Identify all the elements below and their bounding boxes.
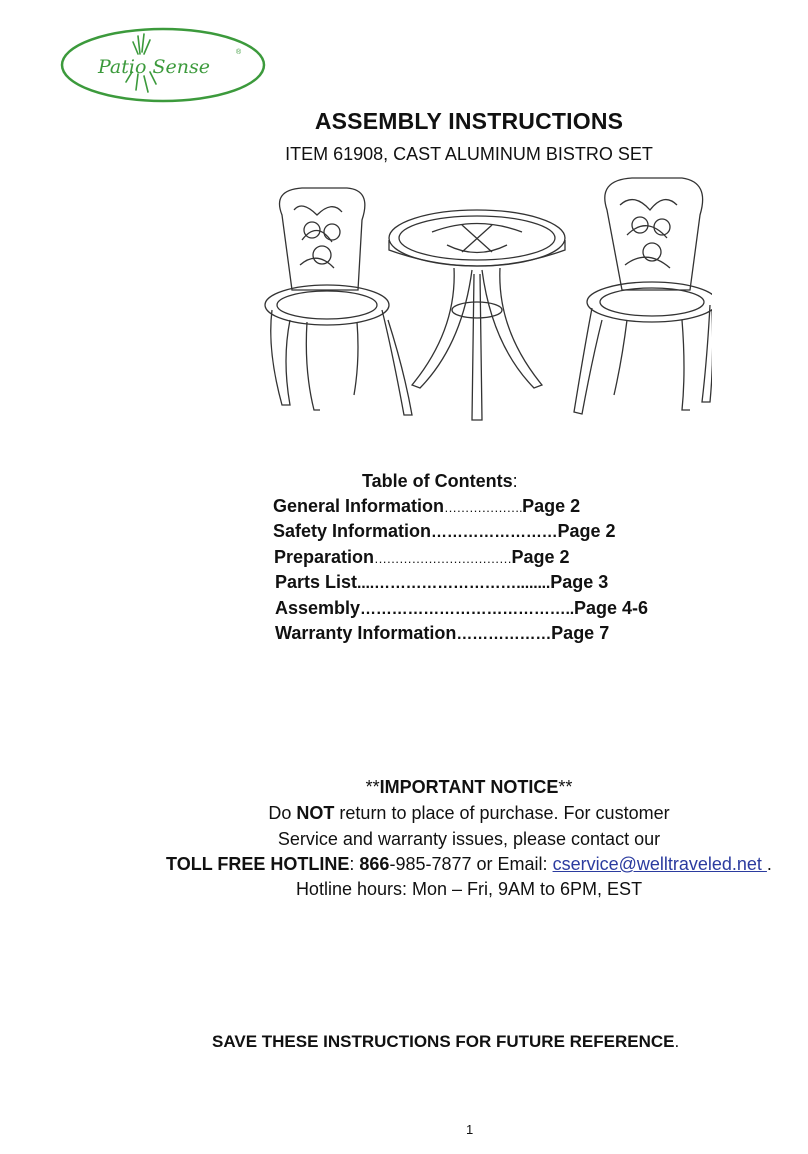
table-drawing [389,210,565,420]
toc-heading: Table of Contents: [362,471,518,491]
left-chair-drawing [265,188,412,415]
patio-sense-logo [58,24,268,106]
toc-page: Page 4-6 [573,598,648,618]
svg-text:Patio Sense: Patio Sense [98,56,210,78]
toc-page: Page 3 [550,572,609,592]
document-title: ASSEMBLY INSTRUCTIONS [314,108,624,134]
page-number: 1 [466,1122,474,1137]
important-notice-heading: **IMPORTANT NOTICE** [365,777,573,797]
toc-label: Preparation [274,547,375,567]
bistro-set-illustration [262,170,712,440]
toc-page: Page 2 [522,496,581,516]
toc-label: Assembly [275,598,361,618]
right-chair-drawing [574,178,712,414]
svg-text:®: ® [236,49,242,56]
toc-page: Page 7 [551,623,610,643]
toc-page: Page 2 [557,521,616,541]
toc-item-safety-information[interactable]: Safety Information……………………Page 2 [273,521,616,541]
notice-line-2: Service and warranty issues, please contact our [277,829,661,849]
hotline-line: TOLL FREE HOTLINE: 866-985-7877 or Email: cservice@welltraveled.net . [166,854,772,874]
toc-page: Page 2 [511,547,570,567]
save-instructions-note: SAVE THESE INSTRUCTIONS FOR FUTURE REFERENCE. [212,1032,680,1051]
toc-item-warranty-information[interactable]: Warranty Information………………Page 7 [275,623,610,643]
toc-label: Warranty Information [275,623,457,643]
notice-line-1: Do NOT return to place of purchase. For customer [268,803,670,823]
toc-label: Safety Information [273,521,432,541]
toc-item-general-information[interactable]: General Information……………….Page 2 [273,496,581,516]
item-subtitle: ITEM 61908, CAST ALUMINUM BISTRO SET [285,144,653,164]
toc-item-assembly[interactable]: Assembly…………………………………..Page 4-6 [275,598,648,618]
toc-label: General Information [273,496,445,516]
email-link[interactable]: cservice@welltraveled.net [552,854,767,874]
hotline-hours: Hotline hours: Mon – Fri, 9AM to 6PM, EST [295,879,643,899]
toc-label: Parts List [275,572,358,592]
toc-item-parts-list[interactable]: Parts List....………………………........Page 3 [275,572,609,592]
toc-item-preparation[interactable]: Preparation……………………………Page 2 [274,547,570,567]
